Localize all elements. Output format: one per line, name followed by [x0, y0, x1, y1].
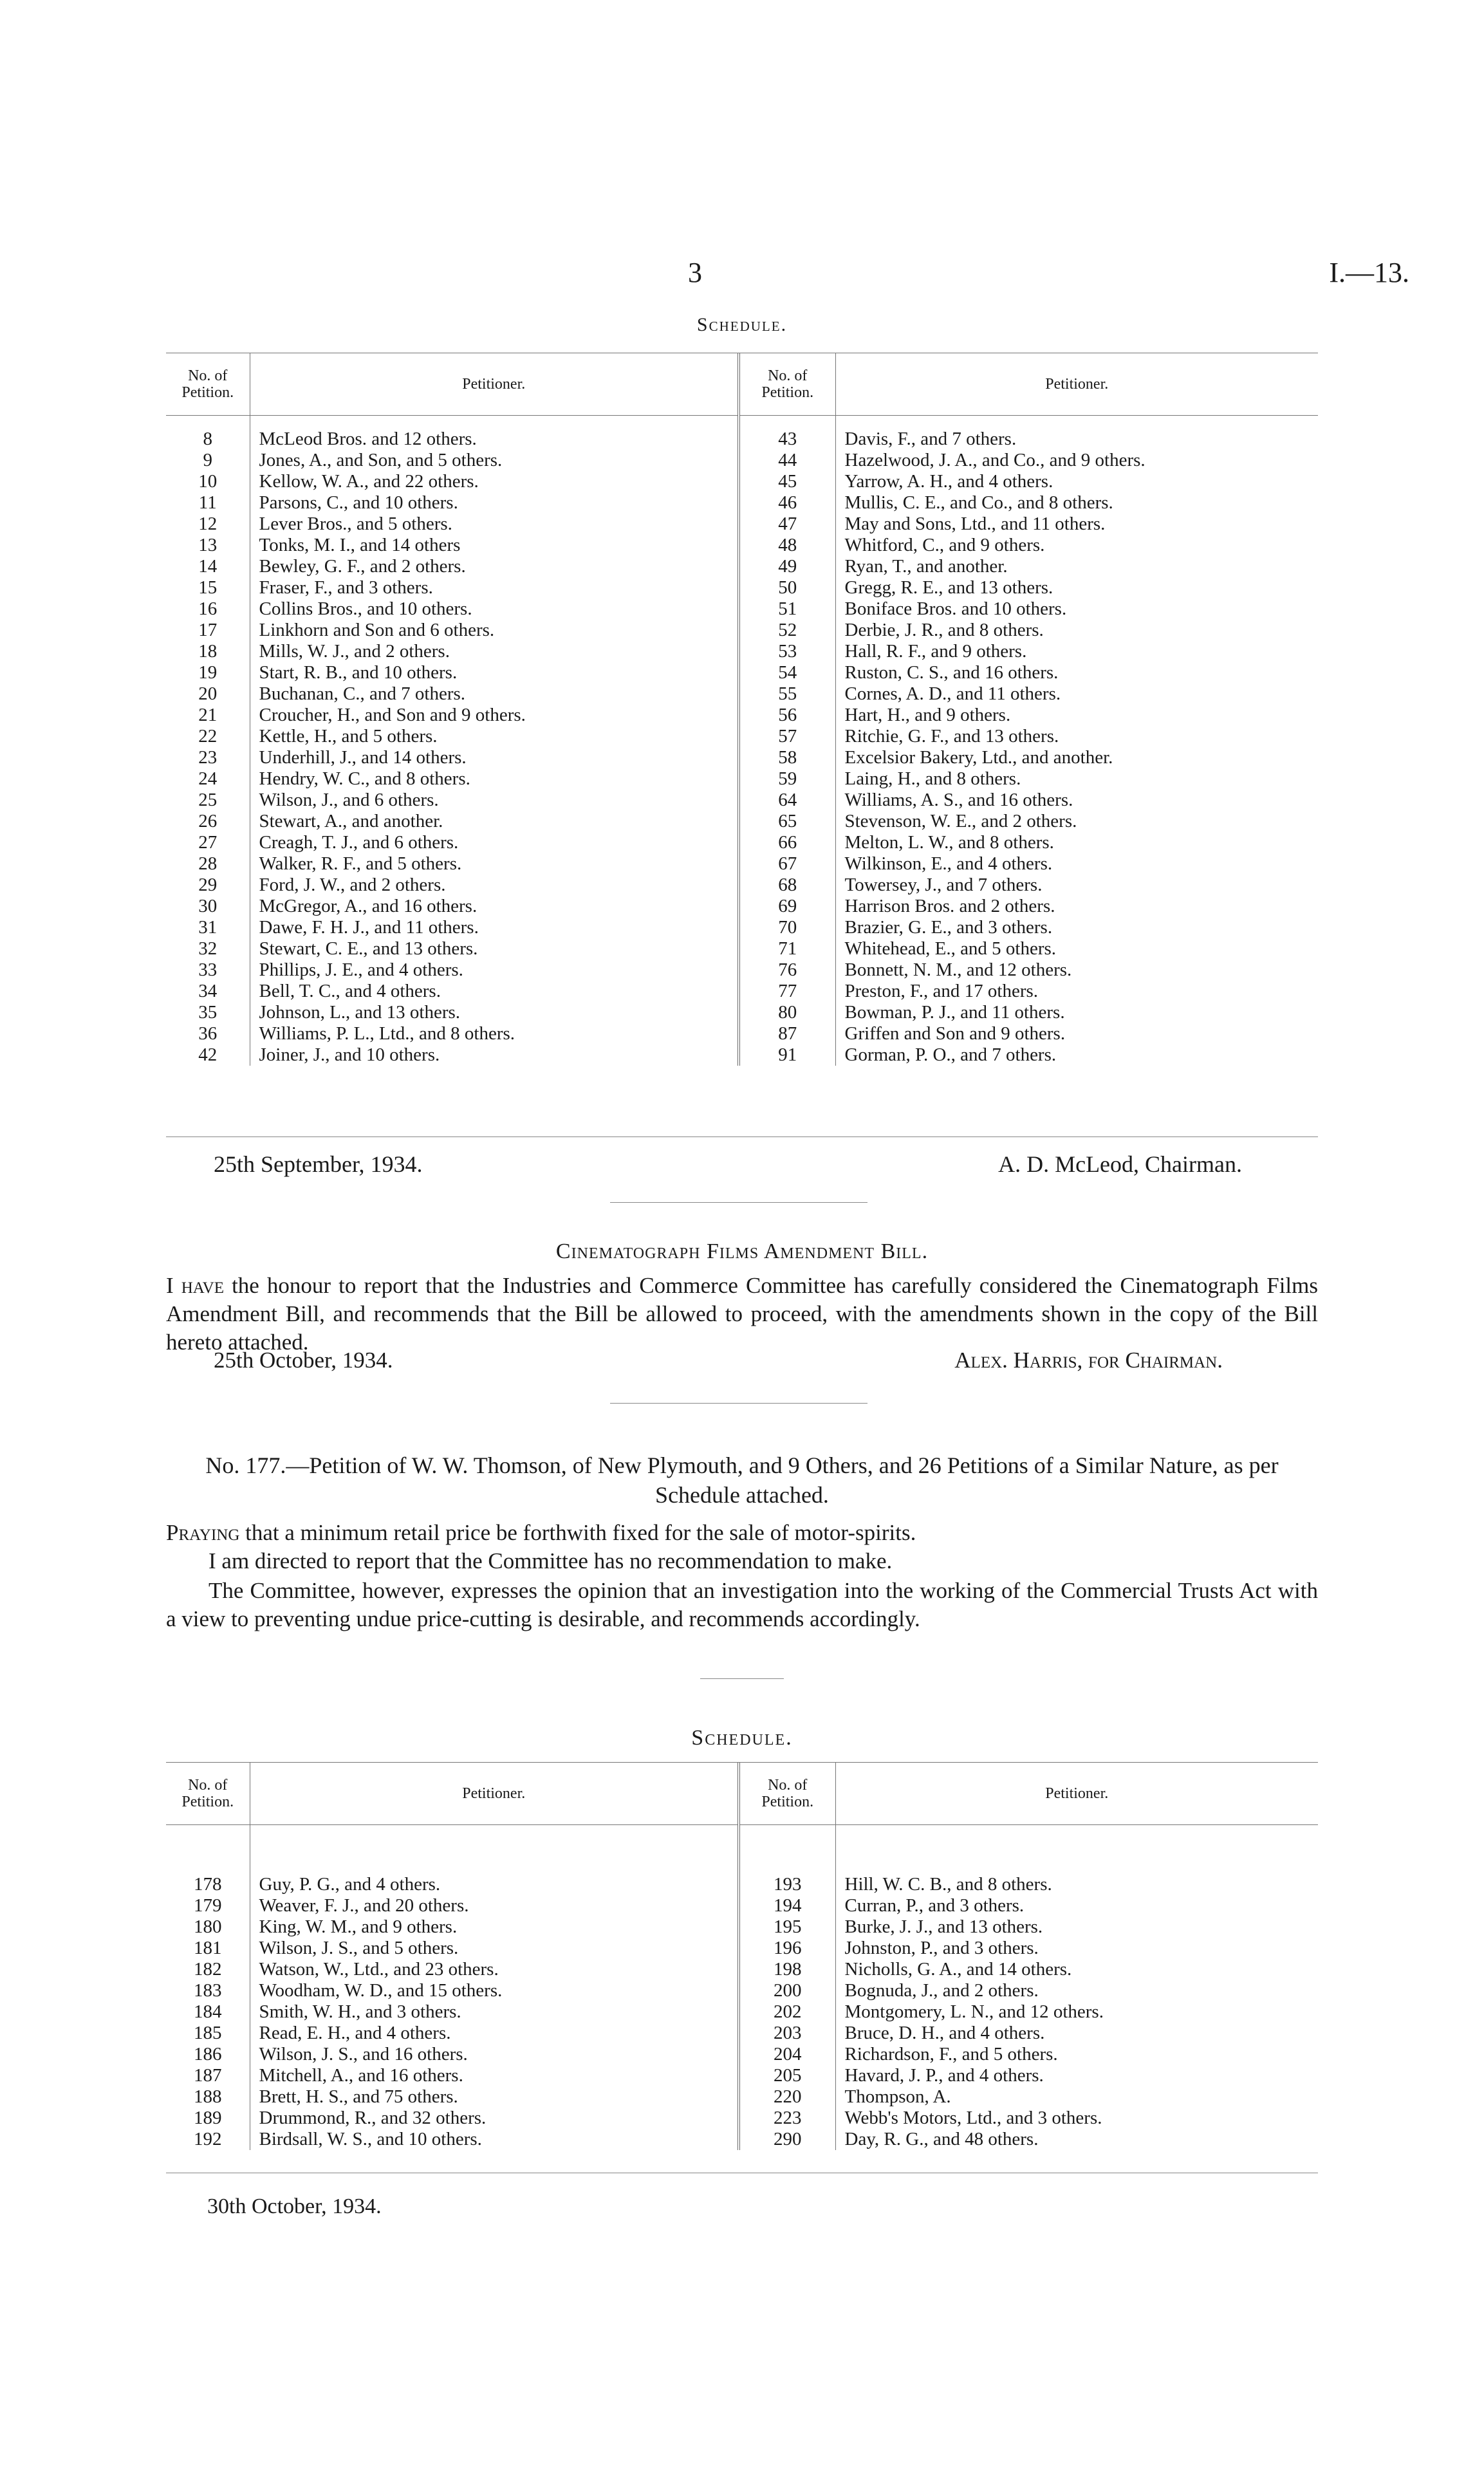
schedule-2-col-petitioner-left: Petitioner. [250, 1763, 739, 1825]
petition-number: 51 [739, 598, 835, 620]
petitioner-name: Mills, W. J., and 2 others. [250, 641, 739, 662]
petitioner-name: Wilson, J. S., and 5 others. [250, 1938, 739, 1959]
petitioner-name: Laing, H., and 8 others. [835, 768, 1318, 790]
cinematograph-lead: I have [166, 1273, 224, 1298]
petition-number: 220 [739, 2086, 835, 2108]
table-row [166, 896, 1318, 917]
petitioner-name: Parsons, C., and 10 others. [250, 492, 739, 514]
petitioner-name: Linkhorn and Son and 6 others. [250, 620, 739, 641]
petition-number: 223 [739, 2108, 835, 2129]
petitioner-name: Stevenson, W. E., and 2 others. [835, 811, 1318, 832]
petition-number: 14 [198, 556, 218, 577]
petitioner-name: Ryan, T., and another. [835, 556, 1318, 577]
table-row [166, 514, 1318, 535]
petition-number: 188 [194, 2086, 222, 2107]
table-row [166, 705, 1318, 726]
petitioner-name: Williams, A. S., and 16 others. [835, 790, 1318, 811]
petition-number: 204 [739, 2044, 835, 2065]
schedule-2-col-no-right: No. of Petition. [739, 1763, 835, 1825]
petitioner-name: Mitchell, A., and 16 others. [250, 2065, 739, 2086]
petition-number: 11 [198, 492, 217, 513]
petition-number: 36 [198, 1023, 218, 1044]
petition-number: 23 [198, 747, 218, 768]
petition-number: 34 [198, 981, 218, 1001]
petition-number: 31 [198, 917, 218, 938]
petitioner-name: Thompson, A. [835, 2086, 1318, 2108]
petitioner-name: Harrison Bros. and 2 others. [835, 896, 1318, 917]
petitioner-name: King, W. M., and 9 others. [250, 1916, 739, 1938]
schedule-1-table [166, 353, 1318, 1066]
petition-number: 290 [739, 2129, 835, 2150]
petitioner-name: Bonnett, N. M., and 12 others. [835, 960, 1318, 981]
schedule-1-date: 25th September, 1934. [214, 1151, 423, 1177]
table-row [166, 556, 1318, 577]
section-divider-3 [700, 1678, 784, 1679]
petitioner-name: Day, R. G., and 48 others. [835, 2129, 1318, 2150]
schedule-2-col-no-left: No. of Petition. [181, 1777, 234, 1810]
petition-number: 196 [739, 1938, 835, 1959]
petition-number: 59 [739, 768, 835, 790]
schedule-1-bottom-rule [166, 1136, 1318, 1137]
section-divider-2 [610, 1403, 867, 1404]
table-row [166, 917, 1318, 938]
petitioner-name: Watson, W., Ltd., and 23 others. [250, 1959, 739, 1980]
petition-number: 58 [739, 747, 835, 768]
petition-177-no-recommendation: I am directed to report that the Committee has no recommendation to make. [209, 1548, 893, 1573]
petitioner-name: Preston, F., and 17 others. [835, 981, 1318, 1002]
petition-number: 186 [194, 2044, 222, 2064]
petition-number: 20 [198, 683, 218, 704]
petitioner-name: Johnston, P., and 3 others. [835, 1938, 1318, 1959]
table-row [166, 726, 1318, 747]
petition-number: 202 [739, 2001, 835, 2023]
petitioner-name: Ford, J. W., and 2 others. [250, 875, 739, 896]
petitioner-name: Mullis, C. E., and Co., and 8 others. [835, 492, 1318, 514]
petitioner-name: Brazier, G. E., and 3 others. [835, 917, 1318, 938]
petitioner-name: Excelsior Bakery, Ltd., and another. [835, 747, 1318, 768]
petition-number: 193 [739, 1874, 835, 1895]
table-row [166, 960, 1318, 981]
petitioner-name: Joiner, J., and 10 others. [250, 1044, 739, 1066]
table-row [166, 2065, 1318, 2086]
table-row [166, 598, 1318, 620]
petition-number: 26 [198, 811, 218, 831]
praying-lead: Praying [166, 1520, 240, 1545]
petitioner-name: Nicholls, G. A., and 14 others. [835, 1959, 1318, 1980]
petition-number: 32 [198, 938, 218, 959]
petition-number: 76 [739, 960, 835, 981]
petitioner-name: Tonks, M. I., and 14 others [250, 535, 739, 556]
petitioner-name: Ritchie, G. F., and 13 others. [835, 726, 1318, 747]
petitioner-name: Walker, R. F., and 5 others. [250, 853, 739, 875]
petitioner-name: McGregor, A., and 16 others. [250, 896, 739, 917]
table-row [166, 471, 1318, 492]
petition-number: 189 [194, 2108, 222, 2128]
schedule-1-signatory: A. D. McLeod, Chairman. [998, 1151, 1242, 1177]
table-row [166, 1916, 1318, 1938]
table-row [166, 875, 1318, 896]
petitioner-name: Hall, R. F., and 9 others. [835, 641, 1318, 662]
petition-number: 194 [739, 1895, 835, 1916]
petitioner-name: Griffen and Son and 9 others. [835, 1023, 1318, 1044]
petition-number: 187 [194, 2065, 222, 2086]
petition-number: 10 [198, 471, 218, 492]
petition-number: 17 [198, 620, 218, 640]
petition-number: 8 [203, 429, 212, 449]
table-row [166, 747, 1318, 768]
petition-number: 53 [739, 641, 835, 662]
table-row [166, 981, 1318, 1002]
petitioner-name: Kellow, W. A., and 22 others. [250, 471, 739, 492]
petition-number: 44 [739, 450, 835, 471]
table-row [166, 790, 1318, 811]
petitioner-name: Bognuda, J., and 2 others. [835, 1980, 1318, 2001]
petitioner-name: Hendry, W. C., and 8 others. [250, 768, 739, 790]
petitioner-name: Ruston, C. S., and 16 others. [835, 662, 1318, 683]
petitioner-name: Burke, J. J., and 13 others. [835, 1916, 1318, 1938]
petition-number: 178 [194, 1874, 222, 1895]
schedule-2-title: Schedule. [691, 1726, 793, 1750]
document-reference: I.—13. [1329, 257, 1409, 288]
cinematograph-signatory: Alex. Harris, for Chairman. [954, 1348, 1223, 1373]
cinematograph-report [166, 1272, 1318, 1357]
table-row [166, 832, 1318, 853]
petition-number: 27 [198, 832, 218, 853]
table-row [166, 853, 1318, 875]
table-row [166, 429, 1318, 450]
petitioner-name: May and Sons, Ltd., and 11 others. [835, 514, 1318, 535]
petition-number: 18 [198, 641, 218, 662]
petitioner-name: Brett, H. S., and 75 others. [250, 2086, 739, 2108]
petition-number: 35 [198, 1002, 218, 1023]
page-number: 3 [688, 257, 702, 288]
petition-number: 16 [198, 598, 218, 619]
petition-number: 24 [198, 768, 218, 789]
petitioner-name: Stewart, C. E., and 13 others. [250, 938, 739, 960]
schedule-1-col-petitioner-right: Petitioner. [835, 353, 1318, 416]
petitioner-name: Jones, A., and Son, and 5 others. [250, 450, 739, 471]
petition-number: 179 [194, 1895, 222, 1916]
petition-number: 203 [739, 2023, 835, 2044]
petition-number: 56 [739, 705, 835, 726]
petitioner-name: Williams, P. L., Ltd., and 8 others. [250, 1023, 739, 1044]
petition-177-heading: No. 177.—Petition of W. W. Thomson, of New Plymouth, and 9 Others, and 26 Petitions of a Similar Nature, as per Schedule attached. [205, 1452, 1279, 1508]
petition-number: 91 [739, 1044, 835, 1066]
petitioner-name: Birdsall, W. S., and 10 others. [250, 2129, 739, 2150]
petitioner-name: Stewart, A., and another. [250, 811, 739, 832]
petition-number: 49 [739, 556, 835, 577]
petitioner-name: Kettle, H., and 5 others. [250, 726, 739, 747]
petitioner-name: Bewley, G. F., and 2 others. [250, 556, 739, 577]
table-row [166, 1938, 1318, 1959]
petition-number: 185 [194, 2023, 222, 2043]
petition-number: 181 [194, 1938, 222, 1958]
petitioner-name: Boniface Bros. and 10 others. [835, 598, 1318, 620]
schedule-1-col-no-left: No. of Petition. [181, 367, 234, 401]
table-row [166, 620, 1318, 641]
petition-number: 65 [739, 811, 835, 832]
table-row [166, 2044, 1318, 2065]
petition-number: 192 [194, 2129, 222, 2149]
schedule-1-rows [166, 429, 1318, 1066]
table-row [166, 641, 1318, 662]
petition-number: 195 [739, 1916, 835, 1938]
table-row [166, 938, 1318, 960]
petitioner-name: Hart, H., and 9 others. [835, 705, 1318, 726]
petition-number: 19 [198, 662, 218, 683]
petitioner-name: Richardson, F., and 5 others. [835, 2044, 1318, 2065]
petitioner-name: Cornes, A. D., and 11 others. [835, 683, 1318, 705]
petition-number: 87 [739, 1023, 835, 1044]
petition-number: 21 [198, 705, 218, 725]
petitioner-name: Underhill, J., and 14 others. [250, 747, 739, 768]
petition-number: 184 [194, 2001, 222, 2022]
petitioner-name: Bell, T. C., and 4 others. [250, 981, 739, 1002]
petition-number: 54 [739, 662, 835, 683]
schedule-2-col-petitioner-right: Petitioner. [835, 1763, 1318, 1825]
petitioner-name: Curran, P., and 3 others. [835, 1895, 1318, 1916]
table-row [166, 1959, 1318, 1980]
petition-number: 33 [198, 960, 218, 980]
petitioner-name: Smith, W. H., and 3 others. [250, 2001, 739, 2023]
petition-number: 47 [739, 514, 835, 535]
petitioner-name: Buchanan, C., and 7 others. [250, 683, 739, 705]
petition-number: 15 [198, 577, 218, 598]
petition-number: 30 [198, 896, 218, 916]
petitioner-name: Hazelwood, J. A., and Co., and 9 others. [835, 450, 1318, 471]
petition-number: 52 [739, 620, 835, 641]
petition-number: 198 [739, 1959, 835, 1980]
table-row [166, 2023, 1318, 2044]
table-row [166, 811, 1318, 832]
petitioner-name: Bowman, P. J., and 11 others. [835, 1002, 1318, 1023]
section-divider [610, 1202, 867, 1203]
petition-number: 67 [739, 853, 835, 875]
petitioner-name: Drummond, R., and 32 others. [250, 2108, 739, 2129]
petition-177-praying [166, 1519, 1318, 1547]
table-row [166, 535, 1318, 556]
schedule-2-rows [166, 1874, 1318, 2150]
petitioner-name: Woodham, W. D., and 15 others. [250, 1980, 739, 2001]
petition-number: 45 [739, 471, 835, 492]
table-row [166, 492, 1318, 514]
petitioner-name: Read, E. H., and 4 others. [250, 2023, 739, 2044]
table-row [166, 683, 1318, 705]
petition-number: 205 [739, 2065, 835, 2086]
petitioner-name: Melton, L. W., and 8 others. [835, 832, 1318, 853]
petitioner-name: Gregg, R. E., and 13 others. [835, 577, 1318, 598]
schedule-1-col-petitioner-left: Petitioner. [250, 353, 739, 416]
petition-number: 50 [739, 577, 835, 598]
schedule-2-table [166, 1762, 1318, 2150]
table-row [166, 1980, 1318, 2001]
petition-number: 42 [198, 1044, 218, 1065]
petition-number: 28 [198, 853, 218, 874]
petition-number: 70 [739, 917, 835, 938]
petitioner-name: Webb's Motors, Ltd., and 3 others. [835, 2108, 1318, 2129]
petition-number: 68 [739, 875, 835, 896]
table-row [166, 662, 1318, 683]
petition-number: 80 [739, 1002, 835, 1023]
petitioner-name: Dawe, F. H. J., and 11 others. [250, 917, 739, 938]
petitioner-name: Bruce, D. H., and 4 others. [835, 2023, 1318, 2044]
petitioner-name: Guy, P. G., and 4 others. [250, 1874, 739, 1895]
cinematograph-title: Cinematograph Films Amendment Bill. [555, 1239, 929, 1263]
petitioner-name: Creagh, T. J., and 6 others. [250, 832, 739, 853]
petitioner-name: Fraser, F., and 3 others. [250, 577, 739, 598]
table-row [166, 768, 1318, 790]
petitioner-name: Davis, F., and 7 others. [835, 429, 1318, 450]
cinematograph-body: the honour to report that the Industries and Commerce Committee has carefully considered the Cinematograph Films Amendment Bill, and recommends that the Bill be allowed to proceed, with the amendments shown in the copy of the Bill hereto attached. [166, 1273, 1318, 1355]
table-row [166, 1023, 1318, 1044]
table-row [166, 450, 1318, 471]
petitioner-name: Lever Bros., and 5 others. [250, 514, 739, 535]
petitioner-name: Whitehead, E., and 5 others. [835, 938, 1318, 960]
petition-number: 29 [198, 875, 218, 895]
table-row [166, 2086, 1318, 2108]
petition-number: 57 [739, 726, 835, 747]
petitioner-name: Towersey, J., and 7 others. [835, 875, 1318, 896]
petitioner-name: McLeod Bros. and 12 others. [250, 429, 739, 450]
petition-number: 55 [739, 683, 835, 705]
table-row [166, 2129, 1318, 2150]
cinematograph-date: 25th October, 1934. [214, 1348, 393, 1373]
petitioner-name: Start, R. B., and 10 others. [250, 662, 739, 683]
petition-number: 200 [739, 1980, 835, 2001]
table-row [166, 1044, 1318, 1066]
petition-number: 25 [198, 790, 218, 810]
petitioner-name: Wilkinson, E., and 4 others. [835, 853, 1318, 875]
petition-number: 183 [194, 1980, 222, 2001]
table-row [166, 2001, 1318, 2023]
petitioner-name: Hill, W. C. B., and 8 others. [835, 1874, 1318, 1895]
schedule-1-title: Schedule. [696, 314, 788, 335]
petitioner-name: Havard, J. P., and 4 others. [835, 2065, 1318, 2086]
table-row [166, 2108, 1318, 2129]
petition-number: 77 [739, 981, 835, 1002]
petition-number: 13 [198, 535, 218, 555]
schedule-1-col-no-right: No. of Petition. [739, 353, 835, 416]
petitioner-name: Weaver, F. J., and 20 others. [250, 1895, 739, 1916]
petitioner-name: Wilson, J., and 6 others. [250, 790, 739, 811]
petitioner-name: Collins Bros., and 10 others. [250, 598, 739, 620]
table-row [166, 577, 1318, 598]
petitioner-name: Johnson, L., and 13 others. [250, 1002, 739, 1023]
petition-number: 182 [194, 1959, 222, 1980]
petitioner-name: Yarrow, A. H., and 4 others. [835, 471, 1318, 492]
petition-number: 66 [739, 832, 835, 853]
petitioner-name: Montgomery, L. N., and 12 others. [835, 2001, 1318, 2023]
table-row [166, 1002, 1318, 1023]
table-row [166, 1874, 1318, 1895]
petitioner-name: Croucher, H., and Son and 9 others. [250, 705, 739, 726]
table-row [166, 1895, 1318, 1916]
petition-number: 180 [194, 1916, 222, 1937]
petition-number: 46 [739, 492, 835, 514]
petition-number: 43 [739, 429, 835, 450]
petition-number: 69 [739, 896, 835, 917]
petitioner-name: Gorman, P. O., and 7 others. [835, 1044, 1318, 1066]
petitioner-name: Phillips, J. E., and 4 others. [250, 960, 739, 981]
petition-number: 71 [739, 938, 835, 960]
praying-body: that a minimum retail price be forthwith fixed for the sale of motor-spirits. [239, 1520, 916, 1545]
petition-177-opinion: The Committee, however, expresses the opinion that an investigation into the working of the Commercial Trusts Act with a view to preventing undue price-cutting is desirable, and recommends accordingly. [166, 1578, 1318, 1631]
petitioner-name: Wilson, J. S., and 16 others. [250, 2044, 739, 2065]
petition-number: 64 [739, 790, 835, 811]
petition-number: 48 [739, 535, 835, 556]
petition-number: 22 [198, 726, 218, 747]
schedule-2-date: 30th October, 1934. [207, 2194, 382, 2218]
petition-number: 9 [203, 450, 212, 470]
petition-number: 12 [198, 514, 218, 534]
petitioner-name: Whitford, C., and 9 others. [835, 535, 1318, 556]
petitioner-name: Derbie, J. R., and 8 others. [835, 620, 1318, 641]
